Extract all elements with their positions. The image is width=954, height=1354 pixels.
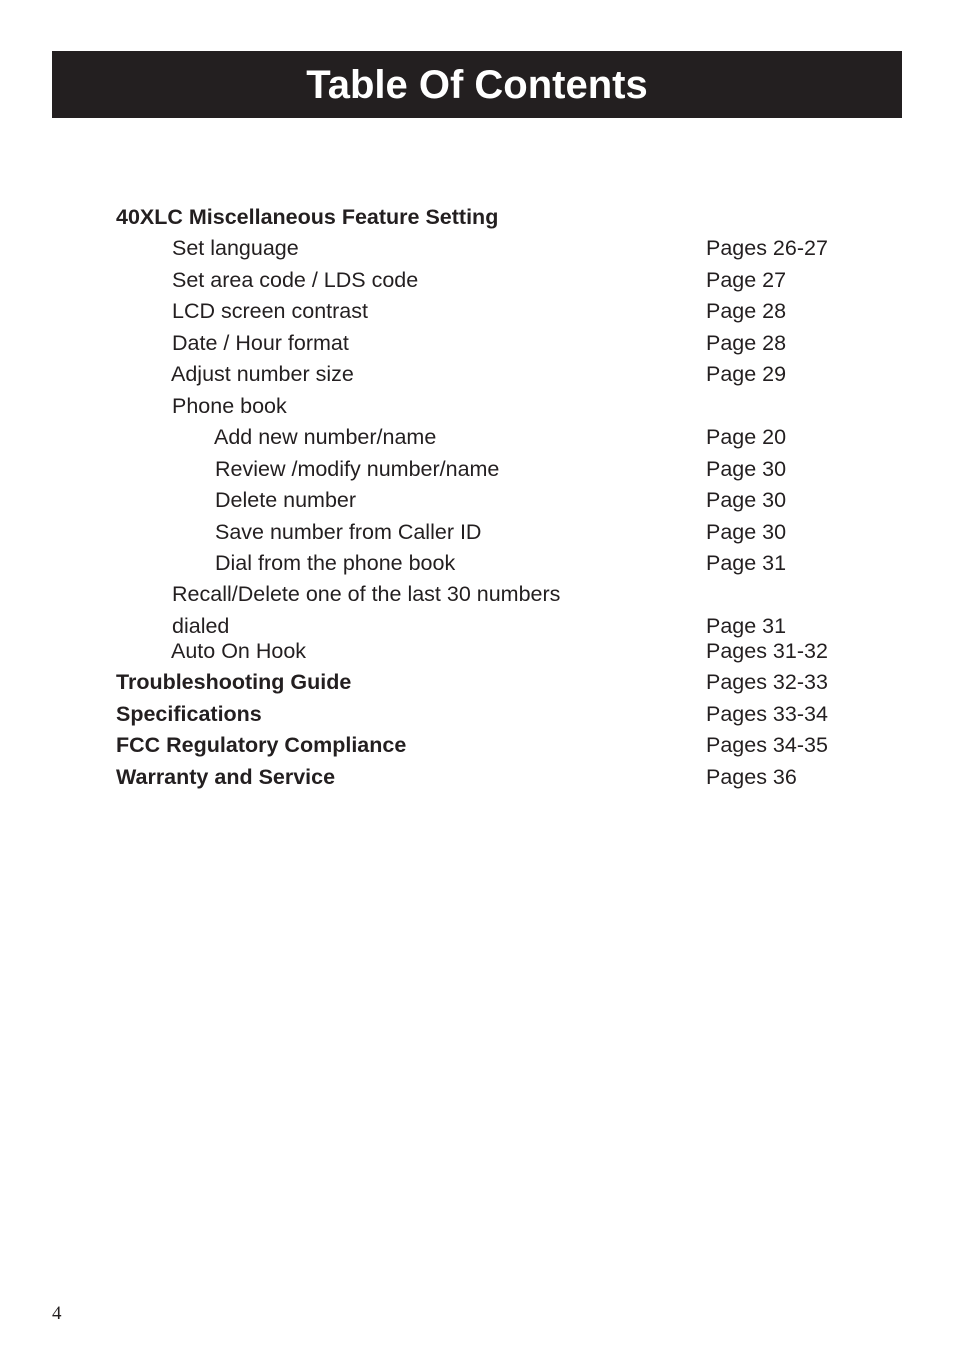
- toc-item-recall-delete-line1: Recall/Delete one of the last 30 numbers: [172, 582, 561, 606]
- title-bar: [52, 51, 902, 118]
- toc-item-lcd-contrast: LCD screen contrast: [172, 299, 368, 323]
- toc-page-delete-number: Page 30: [706, 488, 787, 512]
- toc-page-warranty: Pages 36: [706, 765, 797, 789]
- toc-item-save-number: Save number from Caller ID: [215, 520, 482, 544]
- toc-item-auto-on-hook: Auto On Hook: [171, 639, 307, 663]
- toc-item-adjust-number: Adjust number size: [171, 362, 354, 386]
- toc-page-dial-from: Page 31: [706, 551, 787, 575]
- toc-page-save-number: Page 30: [706, 520, 787, 544]
- toc-section-warranty: Warranty and Service: [116, 765, 336, 789]
- toc-page-specifications: Pages 33-34: [706, 702, 828, 726]
- toc-section-troubleshooting: Troubleshooting Guide: [116, 670, 352, 694]
- toc-page-review-modify: Page 30: [706, 457, 787, 481]
- toc-page-auto-on-hook: Pages 31-32: [706, 639, 828, 663]
- toc-page-add-new: Page 20: [706, 425, 787, 449]
- toc-page-recall-delete: Page 31: [706, 614, 787, 638]
- toc-item-dial-from: Dial from the phone book: [215, 551, 456, 575]
- toc-section-misc: 40XLC Miscellaneous Feature Setting: [116, 205, 499, 229]
- toc-item-delete-number: Delete number: [215, 488, 357, 512]
- toc-page-adjust-number: Page 29: [706, 362, 787, 386]
- toc-page-fcc: Pages 34-35: [706, 733, 828, 757]
- page-number: 4: [52, 1303, 62, 1324]
- toc-section-specifications: Specifications: [116, 702, 262, 726]
- toc-item-recall-delete-line2: dialed: [172, 614, 230, 638]
- toc-item-add-new: Add new number/name: [214, 425, 437, 449]
- toc-item-phone-book: Phone book: [172, 394, 287, 418]
- toc-section-fcc: FCC Regulatory Compliance: [116, 733, 407, 757]
- toc-page-set-area-code: Page 27: [706, 268, 787, 292]
- toc-page-troubleshooting: Pages 32-33: [706, 670, 828, 694]
- toc-item-date-hour: Date / Hour format: [172, 331, 349, 355]
- toc-item-review-modify: Review /modify number/name: [215, 457, 500, 481]
- toc-page-date-hour: Page 28: [706, 331, 787, 355]
- toc-page-set-language: Pages 26-27: [706, 236, 828, 260]
- toc-item-set-language: Set language: [172, 236, 299, 260]
- page-title: Table Of Contents: [306, 62, 648, 107]
- toc-item-set-area-code: Set area code / LDS code: [172, 268, 419, 292]
- toc-page-lcd-contrast: Page 28: [706, 299, 787, 323]
